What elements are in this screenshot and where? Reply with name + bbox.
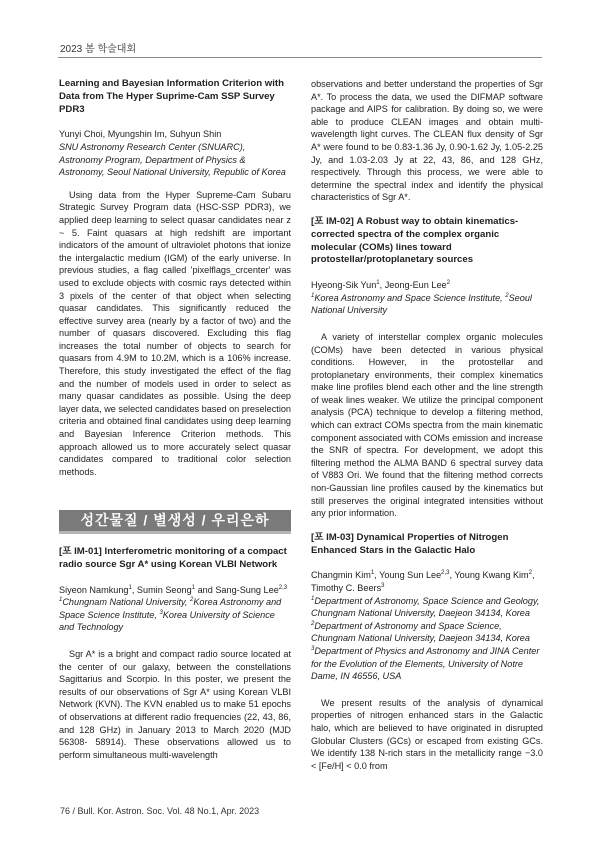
author-sup: 3	[381, 582, 385, 589]
section-band: 성간물질 / 별생성 / 우리은하	[59, 510, 291, 534]
header-rule	[58, 57, 542, 58]
aff-text: Korea Astronomy and Space Science Institute,	[314, 292, 506, 303]
paper3-abstract: A variety of interstellar complex organic molecules (COMs) have been detected in various physical conditions. However, in the protostellar and protoplanetary environments, their complex kinematics make line profiles blend each other and the line strength of weak lines weaker. We utilize the principal component analysis (PCA) technique to develop a filtering method, which can extract COMs spectra from the main kinematic component associated with COMs emission and increase the SNR of spectra. For development, we adopt this filtering method the ALMA BAND 6 spectral survey data of V883 Ori. We found that the filtering method corrects non-Gaussian line profiles caused by the kinematics but still preserves the original integrated intensities without any prior information.	[311, 331, 543, 519]
aff-text: Chungnam National University,	[62, 597, 190, 608]
aff-sup: 1	[311, 292, 315, 299]
author-sup: 1	[376, 280, 380, 287]
paper3-title	[311, 216, 543, 267]
aff-sup: 3	[311, 645, 315, 652]
paper1-title: Learning and Bayesian Information Criterion with Data from The Hyper Suprime-Cam SSP Survey PDR3	[59, 78, 284, 115]
aff-text: Seoul National University	[311, 292, 532, 316]
paper2-title-text: Interferometric monitoring of a compact radio source Sgr A* using Korean VLBI Network	[59, 546, 287, 570]
paper4-affiliation-3	[311, 645, 543, 683]
paper1-affiliation: SNU Astronomy Research Center (SNUARC), Astronomy Program, Department of Physics & Astronomy, Seoul National University, Republic of Korea	[59, 141, 286, 178]
author-sup: 2	[528, 570, 532, 577]
author: Hyeong-Sik Yun	[311, 280, 377, 291]
aff-sup: 1	[311, 595, 315, 602]
aff-sup: 2	[311, 620, 315, 627]
paper3-code: [포 IM-02]	[311, 215, 354, 227]
aff-text: Department of Astronomy, Space Science and Geology, Chungnam National University, Daejeon 34134, Korea	[311, 595, 540, 619]
paper2-affiliation	[59, 596, 291, 634]
paper4-abstract: We present results of the analysis of dynamical properties of nitrogen enhanced stars in the Galactic halo, which are believed to have originated in disrupted Globular Clusters (GCs) or escaped from existing GCs. We identify 138 N-rich stars in the metallicity range −3.0 < [Fe/H] < 0.0 from	[311, 697, 543, 771]
author: and Sang-Sung Lee	[195, 584, 279, 595]
paper3-title-text: A Robust way to obtain kinematics-corrected spectra of the complex organic molecular (COMs) lines toward protostellar/protoplanetary sources	[311, 215, 519, 266]
paper4-affiliation-1	[311, 595, 543, 620]
paper2-abstract-right: observations and better understand the properties of Sgr A*. To process the data, we used the DIFMAP software package and AIPS for calibration. By doing so, we were able to produce CLEAN images and obtain multi-wavelength light curves. The CLEAN flux density of Sgr A* were found to be 0.83-1.36 Jy, 0.90-1.62 Jy, 1.05-2.25 Jy, and 1.03-2.03 Jy at 22, 43, 86, and 128 GHz, respectively. Through this process, we were able to determine the spectral index and identify the physical characteristics of Sgr A*.	[311, 79, 543, 203]
paper4-title	[311, 532, 543, 558]
paper1-authors: Yunyi Choi, Myungshin Im, Suhyun Shin	[59, 129, 222, 140]
aff-sup: 2	[505, 292, 509, 299]
paper2-code: [포 IM-01]	[59, 546, 102, 558]
aff-text: Department of Astronomy and Space Science, Chungnam National University, Daejeon 34134, Korea	[311, 620, 530, 644]
running-head: 2023 봄 학술대회	[60, 44, 137, 55]
paper2-authors	[59, 584, 291, 597]
author-sup: 1	[191, 584, 196, 591]
aff-sup: 3	[159, 609, 163, 616]
paper3-authors	[311, 279, 543, 292]
author: Changmin Kim	[311, 570, 371, 581]
paper4-title-text: Dynamical Properties of Nitrogen Enhanced Stars in the Galactic Halo	[311, 531, 509, 556]
author-sup: 2,3	[441, 570, 450, 577]
aff-sup: 2	[189, 597, 194, 604]
paper4-authors	[311, 569, 543, 594]
paper2-abstract-left: Sgr A* is a bright and compact radio source located at the center of our galaxy, between the constellations Sagittarius and Scorpio. In this poster, we present the results of our observations of Sgr A* using Korean VLBI Network (KVN). The KVN enabled us to make 51 epochs of observations at different radio frequencies (22, 43, 86, and 128 GHz) in January 2013 to March 2020 (MJD 56308- 58914). These observations allowed us to perform simultaneous multi-wavelength	[59, 648, 291, 760]
author-sup: 1	[128, 584, 132, 591]
paper1-abstract: Using data from the Hyper Supreme-Cam Subaru Strategic Survey Program data (HSC-SSP PDR3), we applied deep learning to select quasar candidates near z ~ 5. Faint quasars at high redshift are important indicators of the amount of ultraviolet photons that ionize the intergalactic medium (IGM) of the early universe. In previous studies, a flag called 'pixelflags_crcenter' was used to exclude objects with cosmic rays detected within 3 pixels of the center of that object when selecting quasar candidates. This significantly reduced the effective survey area (nearly by a factor of two) and the number of quasars discovered. Excluding this flag increases the total number of objects to search for quasars from 4.9M to 10.2M, which is a 106% increase. Therefore, this study investigated the effect of the flag and the number of models used in order to select as many quasar candidates as possible. Using the deep layer data, we selected candidates based on preselection criteria and obtained final candidates using deep learning and Bayesian Inference Criterion methods. This approach allowed us to more accurately select quasar candidates compared to traditional color selection methods.	[59, 189, 291, 477]
author: , Timothy C. Beers	[311, 570, 535, 593]
author: , Jeong-Eun Lee	[379, 280, 447, 291]
left-column	[59, 78, 291, 761]
author: Siyeon Namkung	[59, 584, 129, 595]
author-sup: 2	[446, 280, 450, 287]
right-column	[311, 78, 543, 772]
paper2-title	[59, 546, 291, 572]
author-sup: 1	[370, 570, 375, 577]
author: , Sumin Seong	[131, 584, 192, 595]
paper4-affiliation-2	[311, 620, 543, 645]
author-sup: 2,3	[278, 584, 288, 591]
author: , Young Kwang Kim	[449, 570, 529, 581]
aff-text: Korea University of Science and Technology	[59, 609, 275, 633]
author: , Young Sun Lee	[374, 570, 442, 581]
paper4-code: [포 IM-03]	[311, 531, 354, 543]
page-footer: 76 / Bull. Kor. Astron. Soc. Vol. 48 No.1, Apr. 2023	[60, 806, 260, 816]
aff-sup: 1	[59, 597, 63, 604]
aff-text: Department of Physics and Astronomy and JINA Center for the Evolution of the Elements, University of Notre Dame, IN 46556, USA	[311, 645, 540, 682]
aff-text: Korea Astronomy and Space Science Institute,	[59, 597, 282, 620]
paper3-affiliation	[311, 292, 543, 317]
